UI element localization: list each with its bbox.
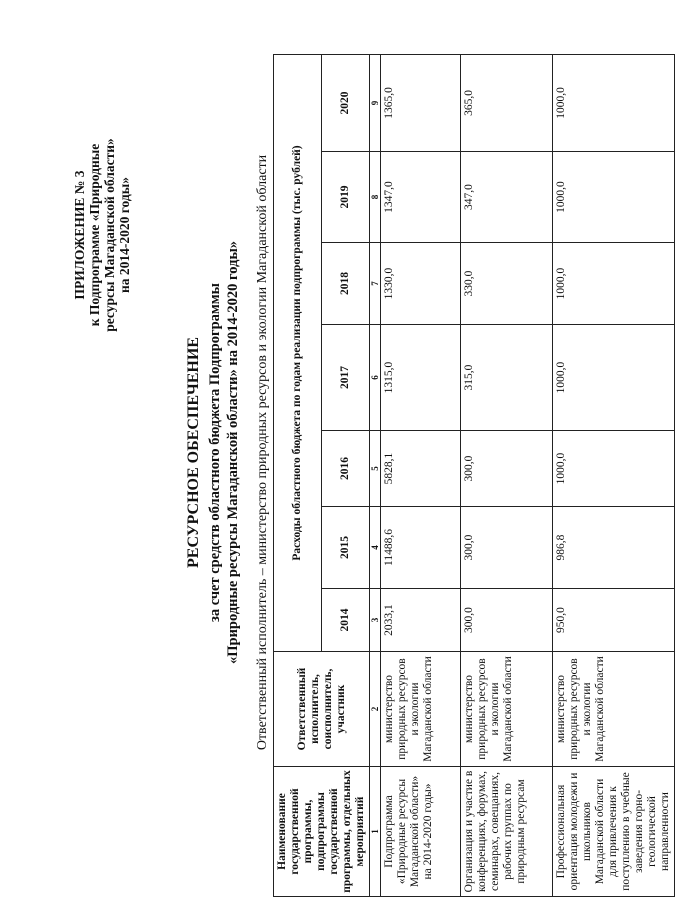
value-cell: 1000,0 — [553, 325, 675, 431]
value-cell: 5828,1 — [381, 431, 461, 507]
document-subtitle: за счет средств областного бюджета Подпрограммы — [207, 283, 223, 622]
value-cell: 1330,0 — [381, 243, 461, 325]
responsible-executor-line: Ответственный исполнитель – министерство природных ресурсов и экологии Магаданской области — [255, 154, 270, 751]
value-cell: 300,0 — [461, 589, 553, 652]
row-executor: министерство природных ресурсов и экологии Магаданской области — [461, 652, 553, 767]
header-name: Наименование государственной программы, подпрограммы государственной программы, отдельных мероприятий — [274, 767, 370, 897]
row-name: Организация и участие в конференциях, форумах, семинарах, совещаниях, рабочих группах по природным ресурсам — [461, 767, 553, 897]
header-budget: Расходы областного бюджета по годам реализации подпрограммы (тыс. рублей) — [274, 54, 322, 651]
value-cell: 1365,0 — [381, 54, 461, 151]
table-row — [381, 54, 461, 896]
column-number-row — [370, 54, 381, 896]
value-cell: 1315,0 — [381, 325, 461, 431]
column-number: 7 — [370, 243, 381, 325]
value-cell: 1000,0 — [553, 54, 675, 151]
year-header: 2016 — [322, 431, 370, 507]
year-header: 2014 — [322, 589, 370, 652]
value-cell: 950,0 — [553, 589, 675, 652]
year-header: 2017 — [322, 325, 370, 431]
row-executor: министерство природных ресурсов и экологии Магаданской области — [381, 652, 461, 767]
year-header: 2018 — [322, 243, 370, 325]
column-number: 9 — [370, 54, 381, 151]
column-number: 8 — [370, 152, 381, 243]
appendix-reference: ресурсы Магаданской области» — [102, 138, 117, 332]
table-row — [553, 54, 675, 896]
column-number: 4 — [370, 507, 381, 589]
row-name: Профессиональная ориентация молодежи и школьников Магаданской области для привлечения к поступлению в учебные заведения горно-геологической направленности — [553, 767, 675, 897]
row-executor: министерство природных ресурсов и экологии Магаданской области — [553, 652, 675, 767]
value-cell: 1347,0 — [381, 152, 461, 243]
column-number: 1 — [370, 767, 381, 897]
value-cell: 315,0 — [461, 325, 553, 431]
value-cell: 365,0 — [461, 54, 553, 151]
table-header-row — [274, 54, 322, 896]
resource-table — [273, 54, 675, 897]
header-executor: Ответственный исполнитель, соисполнитель, участник — [274, 652, 370, 767]
value-cell: 1000,0 — [553, 243, 675, 325]
column-number: 2 — [370, 652, 381, 767]
year-header: 2020 — [322, 54, 370, 151]
document-title: РЕСУРСНОЕ ОБЕСПЕЧЕНИЕ — [185, 337, 202, 568]
appendix-reference: к Подпрограмме «Природные — [87, 143, 102, 327]
value-cell: 986,8 — [553, 507, 675, 589]
appendix-reference: на 2014-2020 годы» — [117, 176, 132, 294]
year-header: 2019 — [322, 152, 370, 243]
value-cell: 347,0 — [461, 152, 553, 243]
year-header: 2015 — [322, 507, 370, 589]
value-cell: 1000,0 — [553, 431, 675, 507]
document-subtitle: «Природные ресурсы Магаданской области» на 2014-2020 годы» — [225, 240, 241, 665]
row-name: Подпрограмма «Природные ресурсы Магаданской области» на 2014-2020 годы» — [381, 767, 461, 897]
value-cell: 1000,0 — [553, 152, 675, 243]
column-number: 5 — [370, 431, 381, 507]
value-cell: 11488,6 — [381, 507, 461, 589]
column-number: 6 — [370, 325, 381, 431]
value-cell: 330,0 — [461, 243, 553, 325]
appendix-header — [72, 45, 132, 425]
value-cell: 2033,1 — [381, 589, 461, 652]
table-row — [461, 54, 553, 896]
value-cell: 300,0 — [461, 431, 553, 507]
column-number: 3 — [370, 589, 381, 652]
value-cell: 300,0 — [461, 507, 553, 589]
appendix-number: ПРИЛОЖЕНИЕ № 3 — [72, 170, 87, 300]
